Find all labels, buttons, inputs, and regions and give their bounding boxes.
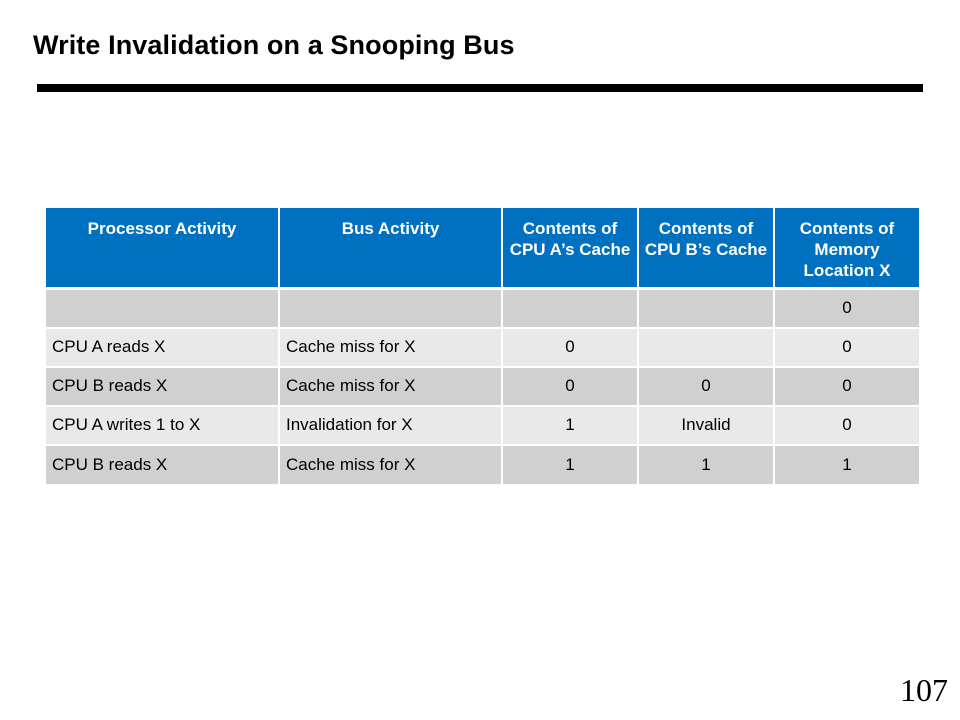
cell-memory-x: 0 <box>774 289 919 328</box>
cell-cpu-a-cache: 0 <box>502 367 638 406</box>
cell-processor-activity: CPU B reads X <box>46 445 279 484</box>
cell-processor-activity: CPU B reads X <box>46 367 279 406</box>
cell-processor-activity: CPU A reads X <box>46 328 279 367</box>
header-cpu-b-cache: Contents of CPU B’s Cache <box>638 208 774 289</box>
cell-cpu-b-cache: 0 <box>638 367 774 406</box>
table-row <box>46 445 919 484</box>
cell-cpu-a-cache <box>502 289 638 328</box>
cell-cpu-a-cache: 1 <box>502 406 638 445</box>
cell-memory-x: 0 <box>774 406 919 445</box>
header-cpu-a-cache: Contents of CPU A’s Cache <box>502 208 638 289</box>
header-bus-activity: Bus Activity <box>279 208 502 289</box>
cell-memory-x: 0 <box>774 328 919 367</box>
page-number: 107 <box>900 672 948 708</box>
cell-bus-activity: Cache miss for X <box>279 445 502 484</box>
cache-coherence-table <box>46 208 919 484</box>
header-memory-location-x: Contents of Memory Location X <box>774 208 919 289</box>
table-row <box>46 406 919 445</box>
title-divider <box>37 84 923 92</box>
cell-memory-x: 0 <box>774 367 919 406</box>
cell-cpu-a-cache: 0 <box>502 328 638 367</box>
cell-cpu-a-cache: 1 <box>502 445 638 484</box>
slide-title: Write Invalidation on a Snooping Bus <box>33 30 515 60</box>
cell-processor-activity <box>46 289 279 328</box>
cell-bus-activity: Cache miss for X <box>279 328 502 367</box>
cell-cpu-b-cache <box>638 289 774 328</box>
cell-cpu-b-cache: Invalid <box>638 406 774 445</box>
cell-memory-x: 1 <box>774 445 919 484</box>
table-header-row <box>46 208 919 289</box>
cell-bus-activity: Cache miss for X <box>279 367 502 406</box>
cell-cpu-b-cache: 1 <box>638 445 774 484</box>
cell-bus-activity <box>279 289 502 328</box>
cell-cpu-b-cache <box>638 328 774 367</box>
table-row <box>46 328 919 367</box>
header-processor-activity: Processor Activity <box>46 208 279 289</box>
cell-bus-activity: Invalidation for X <box>279 406 502 445</box>
table-row <box>46 367 919 406</box>
cell-processor-activity: CPU A writes 1 to X <box>46 406 279 445</box>
table-row <box>46 289 919 328</box>
